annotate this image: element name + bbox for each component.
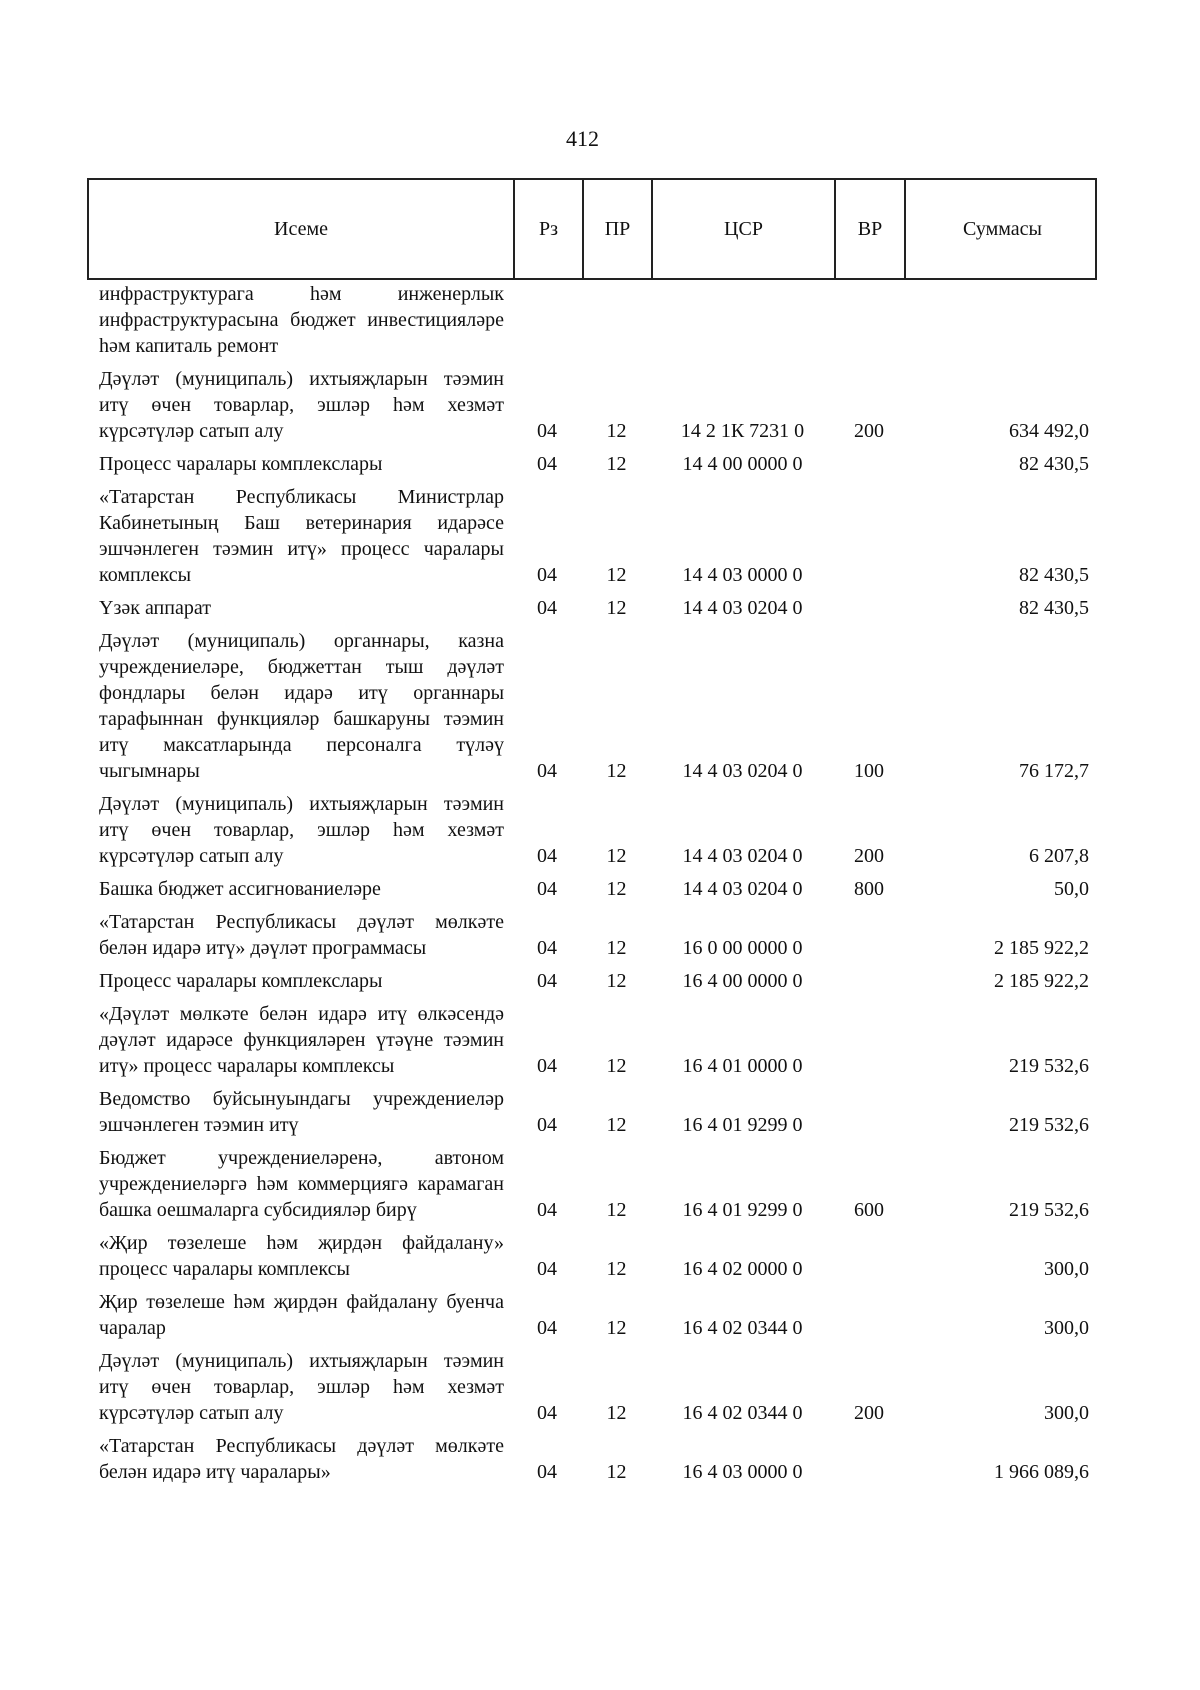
- row-rz: 04: [537, 1402, 557, 1424]
- table-row: [87, 366, 1097, 444]
- row-pr: 12: [606, 970, 627, 992]
- table-row: [87, 1433, 1097, 1485]
- row-sum: 6 207,8: [1029, 845, 1089, 867]
- row-rz: 04: [537, 970, 557, 992]
- row-sum: 50,0: [1054, 878, 1089, 900]
- row-sum: 219 532,6: [1009, 1114, 1089, 1136]
- row-rz: 04: [537, 1317, 557, 1339]
- row-rz: 04: [537, 420, 557, 442]
- row-name: Процесс чаралары комплекслары: [99, 453, 383, 475]
- header-rz: Рз: [515, 180, 584, 278]
- table-row: [87, 791, 1097, 869]
- row-name: «Татарстан Республикасы дәүләт мөлкәте белән идарә итү чаралары»: [99, 1435, 504, 1483]
- row-csr: 16 4 02 0344 0: [682, 1317, 803, 1339]
- header-name: Исеме: [89, 180, 515, 278]
- table-row: [87, 628, 1097, 784]
- row-rz: 04: [537, 760, 557, 782]
- row-csr: 16 4 00 0000 0: [682, 970, 803, 992]
- row-name: «Дәүләт мөлкәте белән идарә итү өлкәсендә дәүләт идарәсе функцияләрен үтәүне тәэмин итү» процесс чаралары комплексы: [99, 1003, 504, 1077]
- row-rz: 04: [537, 1114, 557, 1136]
- row-name: Бюджет учреждениеләренә, автоном учреждениеләргә һәм коммерциягә карамаган башка оешмаларга субсидияләр бирү: [99, 1147, 504, 1221]
- row-rz: 04: [537, 597, 557, 619]
- row-pr: 12: [606, 597, 627, 619]
- row-pr: 12: [606, 1055, 627, 1077]
- row-sum: 82 430,5: [1019, 564, 1089, 586]
- row-pr: 12: [606, 420, 627, 442]
- row-name: Дәүләт (муниципаль) ихтыяҗларын тәэмин итү өчен товарлар, эшләр һәм хезмәт күрсәтүләр сатып алу: [99, 793, 504, 867]
- table-body: [87, 281, 1097, 1492]
- row-csr: 16 0 00 0000 0: [682, 937, 803, 959]
- page-number: 412: [566, 126, 599, 151]
- row-pr: 12: [606, 1199, 627, 1221]
- row-pr: 12: [606, 1114, 627, 1136]
- row-name: Башка бюджет ассигнованиеләре: [99, 878, 381, 900]
- row-csr: 16 4 03 0000 0: [682, 1461, 803, 1483]
- table-row: [87, 968, 1097, 994]
- row-name: «Татарстан Республикасы дәүләт мөлкәте белән идарә итү» дәүләт программасы: [99, 911, 504, 959]
- row-sum: 300,0: [1044, 1258, 1089, 1280]
- row-sum: 300,0: [1044, 1402, 1089, 1424]
- row-name: Җир төзелеше һәм җирдән файдалану буенча чаралар: [99, 1291, 504, 1339]
- row-sum: 300,0: [1044, 1317, 1089, 1339]
- row-sum: 219 532,6: [1009, 1055, 1089, 1077]
- table-row: [87, 876, 1097, 902]
- row-csr: 14 4 00 0000 0: [682, 453, 803, 475]
- row-name: Үзәк аппарат: [99, 597, 211, 619]
- row-sum: 219 532,6: [1009, 1199, 1089, 1221]
- row-rz: 04: [537, 845, 557, 867]
- row-sum: 76 172,7: [1019, 760, 1089, 782]
- row-pr: 12: [606, 1461, 627, 1483]
- row-vr: 800: [854, 878, 884, 900]
- row-csr: 16 4 02 0000 0: [682, 1258, 803, 1280]
- header-csr: ЦСР: [653, 180, 836, 278]
- row-csr: 14 4 03 0204 0: [682, 760, 803, 782]
- row-sum: 82 430,5: [1019, 597, 1089, 619]
- header-sum: Суммасы: [963, 217, 1042, 240]
- row-pr: 12: [606, 453, 627, 475]
- row-name: «Татарстан Республикасы Министрлар Кабинетының Баш ветеринария идарәсе эшчәнлеген тәэмин итү» процесс чаралары комплексы: [99, 486, 504, 586]
- row-csr: 14 4 03 0204 0: [682, 845, 803, 867]
- header-vr: ВР: [836, 180, 906, 278]
- row-sum: 2 185 922,2: [994, 970, 1089, 992]
- row-rz: 04: [537, 878, 557, 900]
- table-row: [87, 1230, 1097, 1282]
- row-csr: 16 4 01 0000 0: [682, 1055, 803, 1077]
- header-pr: ПР: [584, 180, 653, 278]
- table-row: [87, 595, 1097, 621]
- row-pr: 12: [606, 937, 627, 959]
- row-rz: 04: [537, 564, 557, 586]
- row-vr: 200: [854, 845, 884, 867]
- row-name: Дәүләт (муниципаль) органнары, казна учреждениеләре, бюджеттан тыш дәүләт фондлары белән идарә итү органнары тарафыннан функцияләр башкаруны тәэмин итү максатларында персоналга түләү чыгымнары: [99, 630, 504, 782]
- table-header: [87, 178, 1097, 280]
- row-csr: 14 2 1К 7231 0: [680, 420, 805, 442]
- row-csr: 16 4 01 9299 0: [682, 1114, 803, 1136]
- row-name: инфраструктурага һәм инженерлык инфраструктурасына бюджет инвестицияләре һәм капиталь ремонт: [99, 283, 504, 357]
- row-rz: 04: [537, 1199, 557, 1221]
- row-vr: 100: [854, 760, 884, 782]
- row-name: Дәүләт (муниципаль) ихтыяҗларын тәэмин итү өчен товарлар, эшләр һәм хезмәт күрсәтүләр сатып алу: [99, 368, 504, 442]
- row-csr: 14 4 03 0204 0: [682, 878, 803, 900]
- table-row: [87, 484, 1097, 588]
- row-name: Процесс чаралары комплекслары: [99, 970, 383, 992]
- row-sum: 82 430,5: [1019, 453, 1089, 475]
- row-rz: 04: [537, 1055, 557, 1077]
- table-row: [87, 1289, 1097, 1341]
- row-vr: 600: [854, 1199, 884, 1221]
- table-row: [87, 909, 1097, 961]
- row-csr: 16 4 01 9299 0: [682, 1199, 803, 1221]
- row-csr: 16 4 02 0344 0: [682, 1402, 803, 1424]
- row-csr: 14 4 03 0000 0: [682, 564, 803, 586]
- row-rz: 04: [537, 1461, 557, 1483]
- row-pr: 12: [606, 1317, 627, 1339]
- row-rz: 04: [537, 453, 557, 475]
- table-row: [87, 1145, 1097, 1223]
- row-name: Ведомство буйсынуындагы учреждениеләр эшчәнлеген тәэмин итү: [99, 1088, 504, 1136]
- row-pr: 12: [606, 878, 627, 900]
- row-rz: 04: [537, 1258, 557, 1280]
- row-sum: 1 966 089,6: [994, 1461, 1089, 1483]
- row-vr: 200: [854, 1402, 884, 1424]
- table-row: [87, 281, 1097, 359]
- table-row: [87, 1086, 1097, 1138]
- row-rz: 04: [537, 937, 557, 959]
- row-pr: 12: [606, 564, 627, 586]
- row-sum: 2 185 922,2: [994, 937, 1089, 959]
- row-vr: 200: [854, 420, 884, 442]
- table-row: [87, 451, 1097, 477]
- row-pr: 12: [606, 1402, 627, 1424]
- row-csr: 14 4 03 0204 0: [682, 597, 803, 619]
- row-pr: 12: [606, 845, 627, 867]
- row-name: «Җир төзелеше һәм җирдән файдалану» процесс чаралары комплексы: [99, 1232, 504, 1280]
- table-row: [87, 1001, 1097, 1079]
- row-name: Дәүләт (муниципаль) ихтыяҗларын тәэмин итү өчен товарлар, эшләр һәм хезмәт күрсәтүләр сатып алу: [99, 1350, 504, 1424]
- row-sum: 634 492,0: [1009, 420, 1089, 442]
- row-pr: 12: [606, 1258, 627, 1280]
- table-row: [87, 1348, 1097, 1426]
- row-pr: 12: [606, 760, 627, 782]
